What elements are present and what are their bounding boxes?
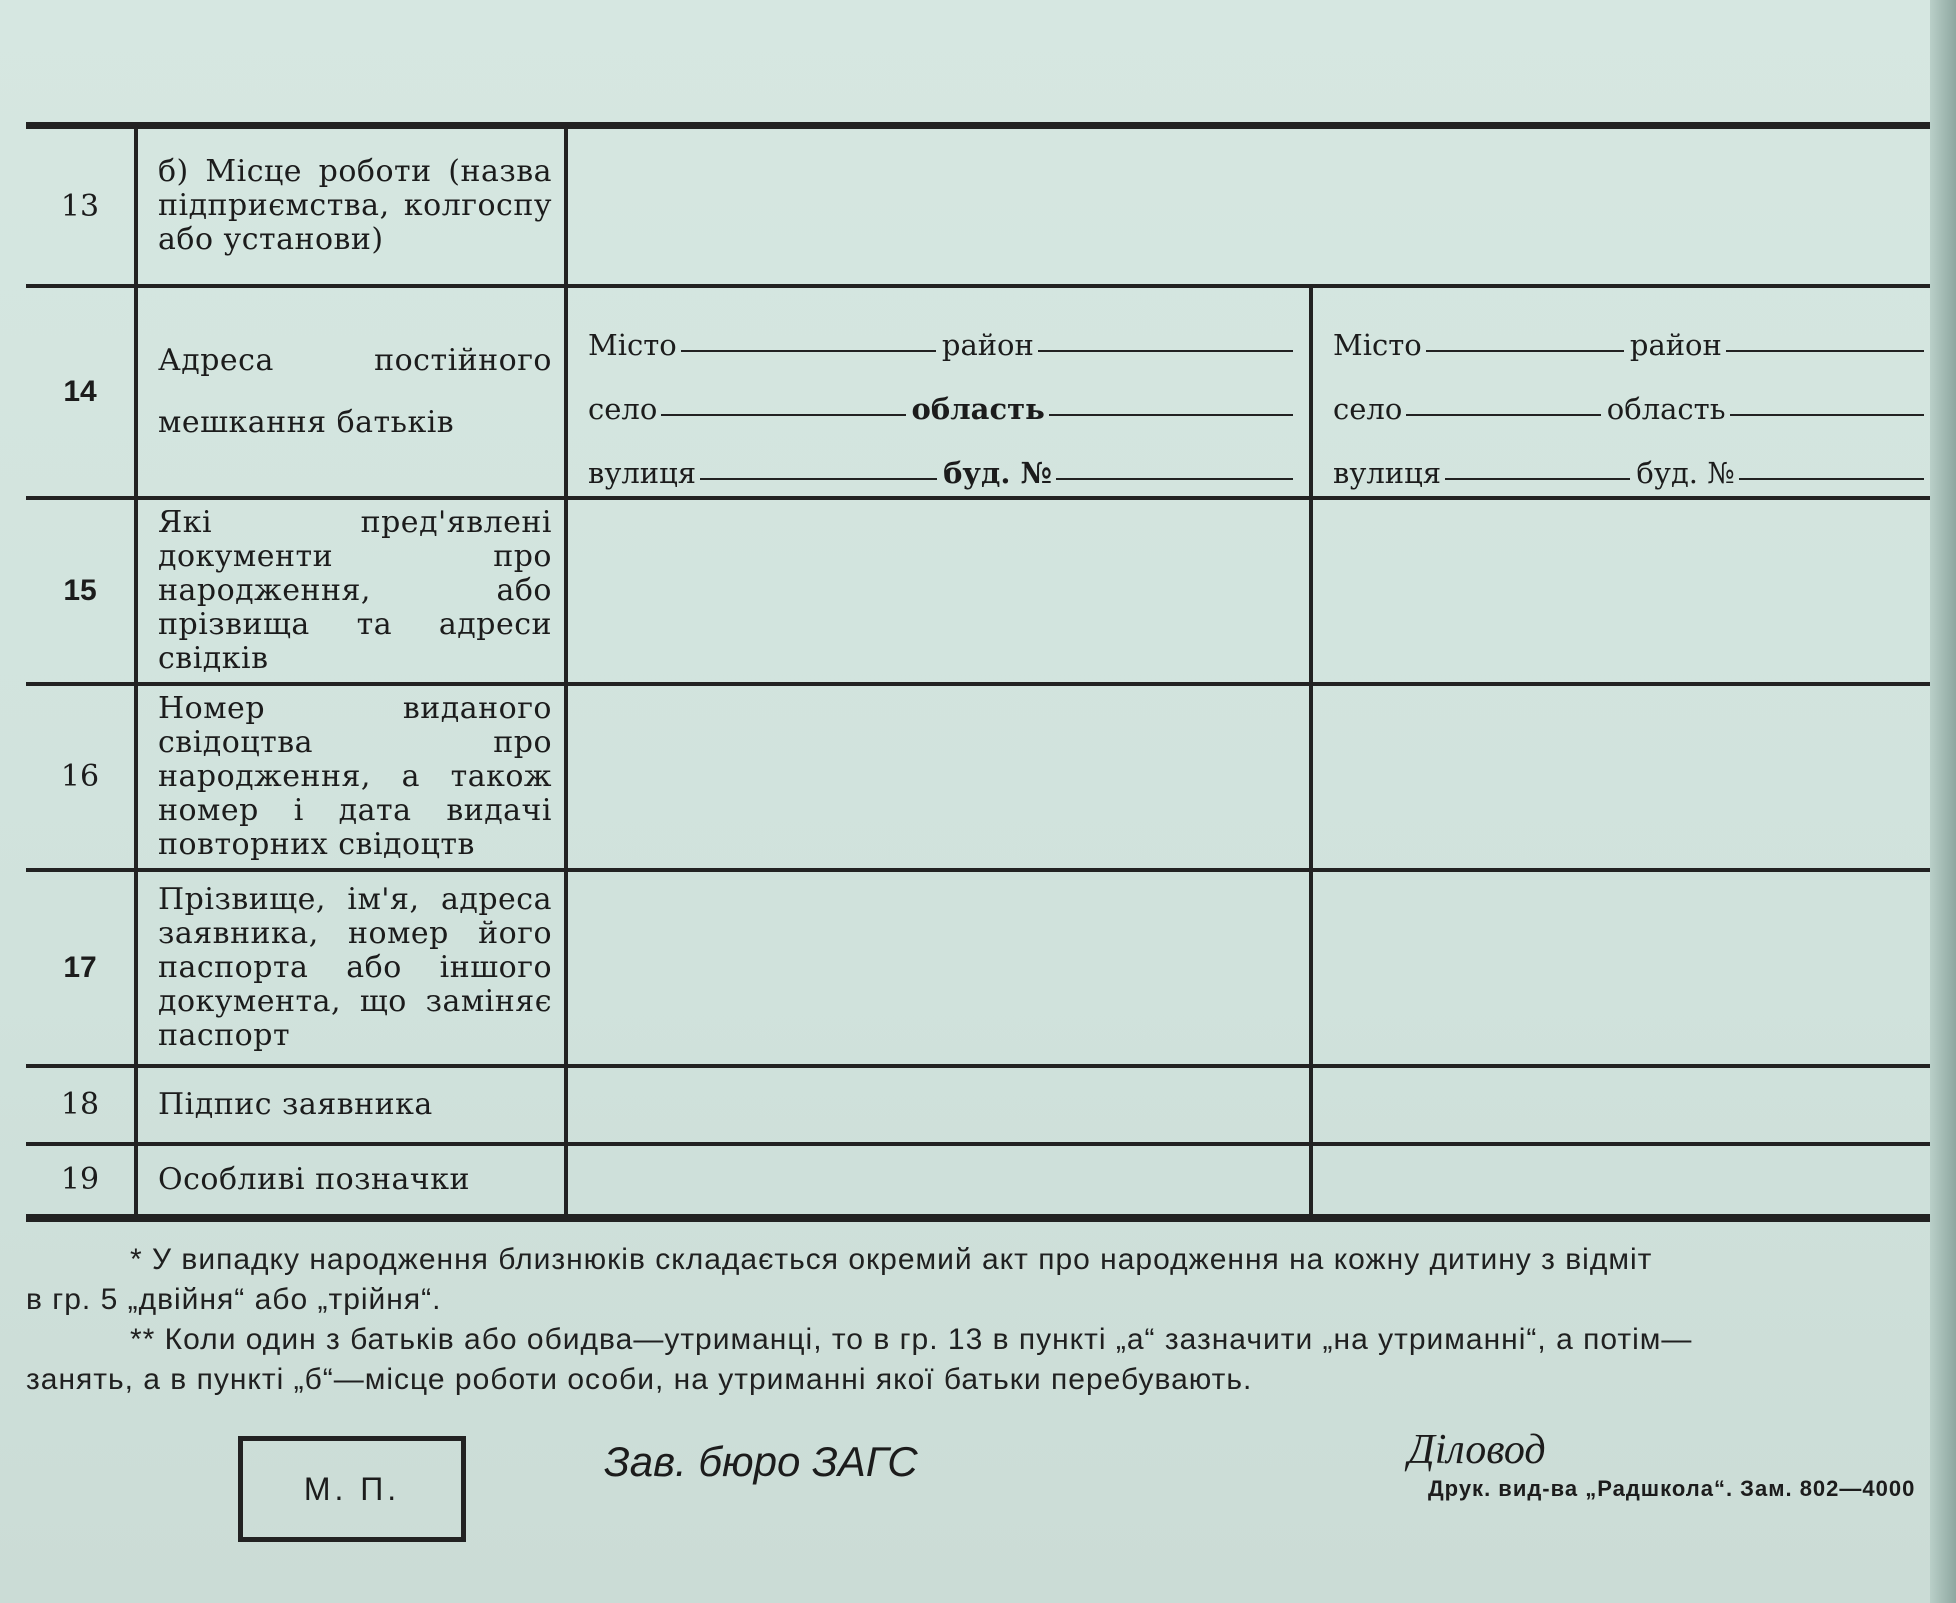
row-label: Які пред'явлені документи про народження, або прізвища та адреси свідків bbox=[136, 498, 566, 684]
street-field[interactable] bbox=[1445, 478, 1630, 480]
entry-cell-left[interactable] bbox=[566, 870, 1311, 1066]
row-number: 19 bbox=[60, 1162, 100, 1197]
form-row-18 bbox=[26, 1066, 1940, 1144]
region-label: область bbox=[911, 391, 1045, 426]
entry-cell-right[interactable] bbox=[1311, 684, 1940, 870]
clerk-signature: Діловод bbox=[1408, 1427, 1546, 1473]
village-label: село bbox=[1333, 391, 1403, 426]
footnotes bbox=[26, 1240, 1940, 1400]
row-number: 15 bbox=[63, 573, 97, 607]
entry-cell-right[interactable] bbox=[1311, 1066, 1940, 1144]
city-label: Місто bbox=[1333, 327, 1422, 362]
form-row-17 bbox=[26, 870, 1940, 1066]
region-label: область bbox=[1606, 391, 1726, 426]
city-label: Місто bbox=[588, 327, 677, 362]
form-row-15 bbox=[26, 498, 1940, 684]
form-row-19 bbox=[26, 1144, 1940, 1218]
entry-cell-left[interactable] bbox=[566, 684, 1311, 870]
street-label: вулиця bbox=[588, 455, 697, 490]
row-label: Адреса постійного мешкання батьків bbox=[136, 286, 566, 498]
entry-cell-right[interactable] bbox=[1311, 498, 1940, 684]
stamp-label: М. П. bbox=[303, 1470, 401, 1507]
street-field[interactable] bbox=[700, 478, 937, 480]
footnote-1-line-1: * У випадку народження близнюків складається окремий акт про народження на кожну дитину з відміт bbox=[130, 1243, 1653, 1276]
entry-cell[interactable] bbox=[566, 126, 1940, 286]
village-label: село bbox=[588, 391, 658, 426]
entry-cell-left[interactable] bbox=[566, 1066, 1311, 1144]
row-label: Підпис заявника bbox=[136, 1066, 566, 1144]
address-block-left[interactable] bbox=[566, 286, 1311, 498]
street-label: вулиця bbox=[1333, 455, 1442, 490]
building-field[interactable] bbox=[1056, 478, 1293, 480]
building-field[interactable] bbox=[1739, 478, 1924, 480]
entry-cell-left[interactable] bbox=[566, 498, 1311, 684]
page-binding-edge bbox=[1930, 0, 1956, 1603]
address-block-right[interactable] bbox=[1311, 286, 1940, 498]
form-row-13 bbox=[26, 126, 1940, 286]
footnote-2-line-1: ** Коли один з батьків або обидва—утриманці, то в гр. 13 в пункті „а“ зазначити „на утриманні“, а потім— bbox=[130, 1323, 1693, 1356]
row-number: 13 bbox=[60, 188, 100, 224]
village-field[interactable] bbox=[1406, 414, 1601, 416]
district-field[interactable] bbox=[1726, 350, 1924, 352]
building-label: буд. № bbox=[1636, 455, 1735, 490]
region-field[interactable] bbox=[1730, 414, 1925, 416]
entry-cell-left[interactable] bbox=[566, 1144, 1311, 1218]
row-number: 16 bbox=[60, 759, 100, 794]
form-row-14 bbox=[26, 286, 1940, 498]
city-field[interactable] bbox=[1426, 350, 1624, 352]
district-label: район bbox=[941, 327, 1034, 362]
row-number: 14 bbox=[63, 374, 97, 408]
building-label: буд. № bbox=[943, 455, 1053, 490]
village-field[interactable] bbox=[661, 414, 905, 416]
row-number: 17 bbox=[63, 950, 97, 984]
row-number: 18 bbox=[60, 1087, 100, 1122]
district-field[interactable] bbox=[1038, 350, 1293, 352]
row-label: Особливі позначки bbox=[136, 1144, 566, 1218]
district-label: район bbox=[1629, 327, 1722, 362]
stamp-place-box bbox=[238, 1436, 466, 1542]
form-row-16 bbox=[26, 684, 1940, 870]
region-field[interactable] bbox=[1049, 414, 1293, 416]
bureau-head-signature: Зав. бюро ЗАГС bbox=[604, 1438, 918, 1485]
registration-form-table bbox=[26, 122, 1940, 1222]
row-label: Прізвище, ім'я, адреса заявника, номер його паспорта або іншого документа, що заміняє паспорт bbox=[136, 870, 566, 1066]
printer-imprint: Друк. вид-ва „Радшкола“. Зам. 802—4000 bbox=[1428, 1476, 1916, 1501]
row-label: Номер виданого свідоцтва про народження, а також номер і дата видачі повторних свідоцтв bbox=[136, 684, 566, 870]
entry-cell-right[interactable] bbox=[1311, 1144, 1940, 1218]
city-field[interactable] bbox=[681, 350, 936, 352]
footnote-1-line-2: в гр. 5 „двійня“ або „трійня“. bbox=[26, 1283, 442, 1316]
entry-cell-right[interactable] bbox=[1311, 870, 1940, 1066]
footnote-2-line-2: занять, а в пункті „б“—місце роботи особи, на утриманні якої батьки перебувають. bbox=[26, 1363, 1253, 1396]
row-label: б) Місце роботи (назва підприємства, колгоспу або установи) bbox=[136, 126, 566, 286]
